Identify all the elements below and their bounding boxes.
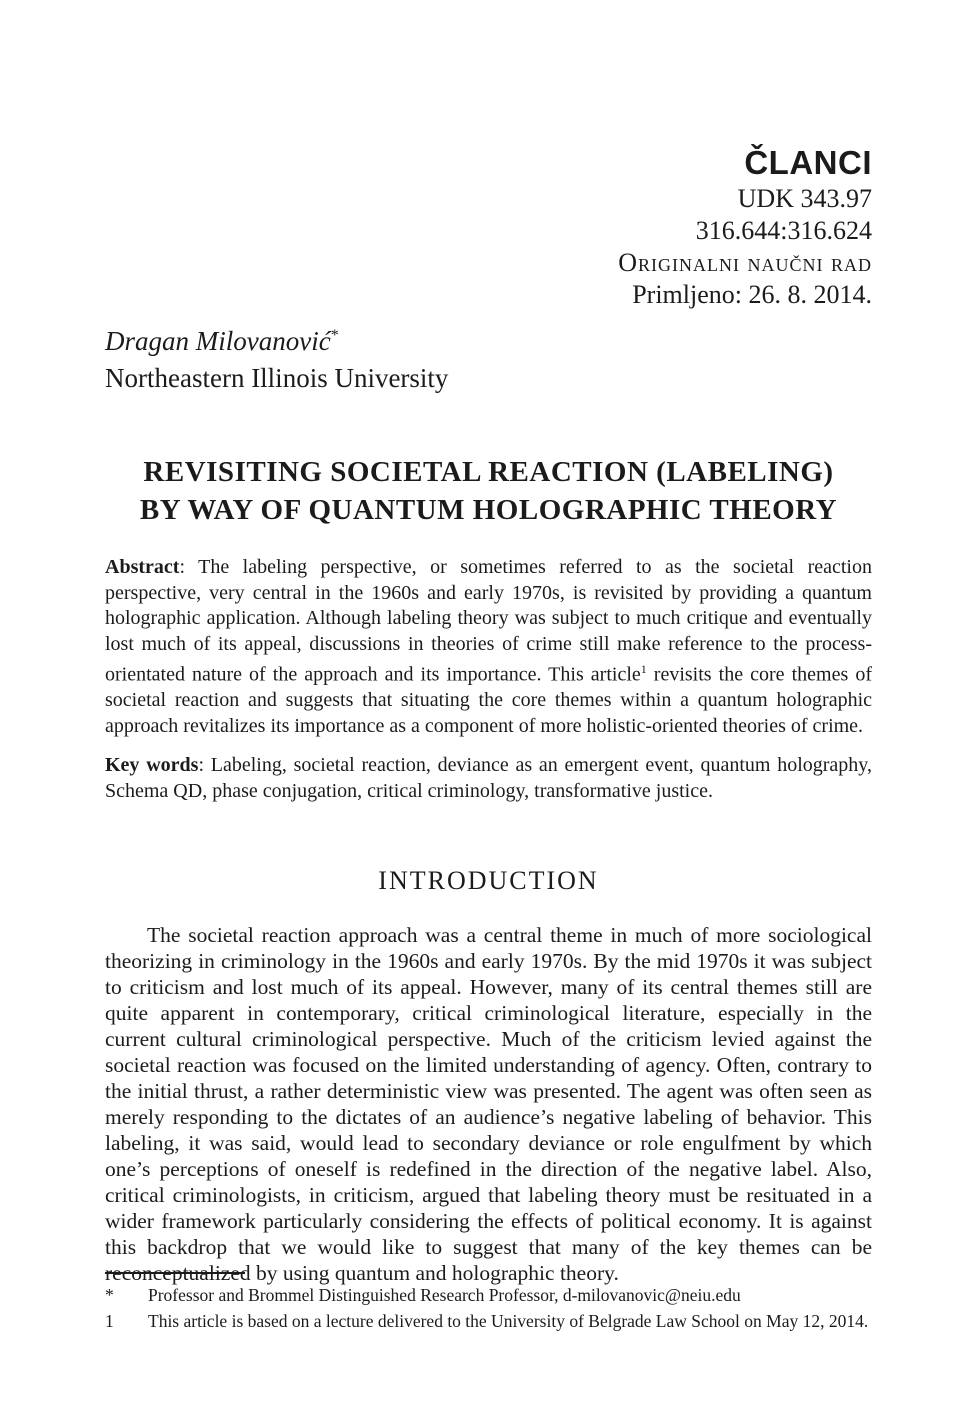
footnote-1 (105, 1308, 872, 1334)
introduction-heading: INTRODUCTION (378, 866, 599, 896)
article-title (105, 453, 872, 529)
keywords-text: : Labeling, societal reaction, deviance as an emergent event, quantum holography, Schema QD, phase conjugation, critical criminology, transformative justice. (105, 754, 872, 802)
footnote-separator-rule (105, 1272, 245, 1274)
udk-number-line2: 316.644:316.624 (695, 216, 872, 245)
article-type-label: Originalni naučni rad (618, 248, 872, 277)
footnote-author (105, 1282, 872, 1308)
footnote-marker: * (105, 1285, 114, 1305)
footnote-text: This article is based on a lecture delivered to the University of Belgrade Law School on May 12, 2014. (148, 1311, 869, 1331)
abstract-text-after-note: revisits the core themes of societal reaction and suggests that situating the core themes within a quantum holographic approach revitalizes its importance as a component of more holistic-oriented theories of crime. (105, 663, 872, 737)
abstract-text-before-note: : The labeling perspective, or sometimes referred to as the societal reaction perspective, very central in the 1960s and early 1970s, is revisited by providing a quantum holographic application. Although labeling theory was subject to much critique and eventually lost much of its appeal, discussions in theories of crime still make reference to the process-orientated nature of the approach and its importance. This article (105, 556, 872, 686)
article-title-line2: BY WAY OF QUANTUM HOLOGRAPHIC THEORY (139, 494, 838, 526)
keywords-paragraph (105, 753, 872, 804)
bibliographic-meta (105, 143, 872, 311)
abstract-footnote-ref: 1 (640, 662, 647, 676)
author-block (105, 317, 872, 397)
footnote-text: Professor and Brommel Distinguished Research Professor, d-milovanovic@neiu.edu (148, 1285, 741, 1305)
abstract-paragraph (105, 555, 872, 739)
author-affiliation: Northeastern Illinois University (105, 363, 449, 393)
received-date: Primljeno: 26. 8. 2014. (632, 280, 872, 309)
author-footnote-marker: * (330, 327, 339, 344)
abstract-label: Abstract (105, 556, 180, 578)
keywords-label: Key words (105, 754, 199, 777)
journal-section-label: ČLANCI (744, 144, 872, 181)
footnote-area (105, 1272, 872, 1334)
author-name (105, 317, 872, 360)
author-name-text: Dragan Milovanović (105, 326, 331, 356)
footnote-marker: 1 (105, 1311, 114, 1331)
article-title-line1: REVISITING SOCIETAL REACTION (LABELING) (143, 456, 834, 488)
introduction-paragraph: The societal reaction approach was a central theme in much of more sociological theorizing in criminology in the 1960s and early 1970s. By the mid 1970s it was subject to criticism and lost much of its appeal. However, many of its central themes still are quite apparent in contemporary, critical criminological literature, especially in the current cultural criminological perspective. Much of the criticism levied against the societal reaction was focused on the limited understanding of agency. Often, contrary to the initial thrust, a rather deterministic view was presented. The agent was often seen as merely responding to the dictates of an audience’s negative labeling of behavior. This labeling, it was said, would lead to secondary deviance or role engulfment by which one’s perceptions of oneself is redefined in the direction of the negative label. Also, critical criminologists, in criticism, argued that labeling theory must be resituated in a wider framework particularly considering the effects of political economy. It is against this backdrop that we would like to suggest that many of the key themes can be reconceptualized by using quantum and holographic theory. (105, 923, 872, 1286)
udk-number-line1: UDK 343.97 (737, 184, 872, 213)
